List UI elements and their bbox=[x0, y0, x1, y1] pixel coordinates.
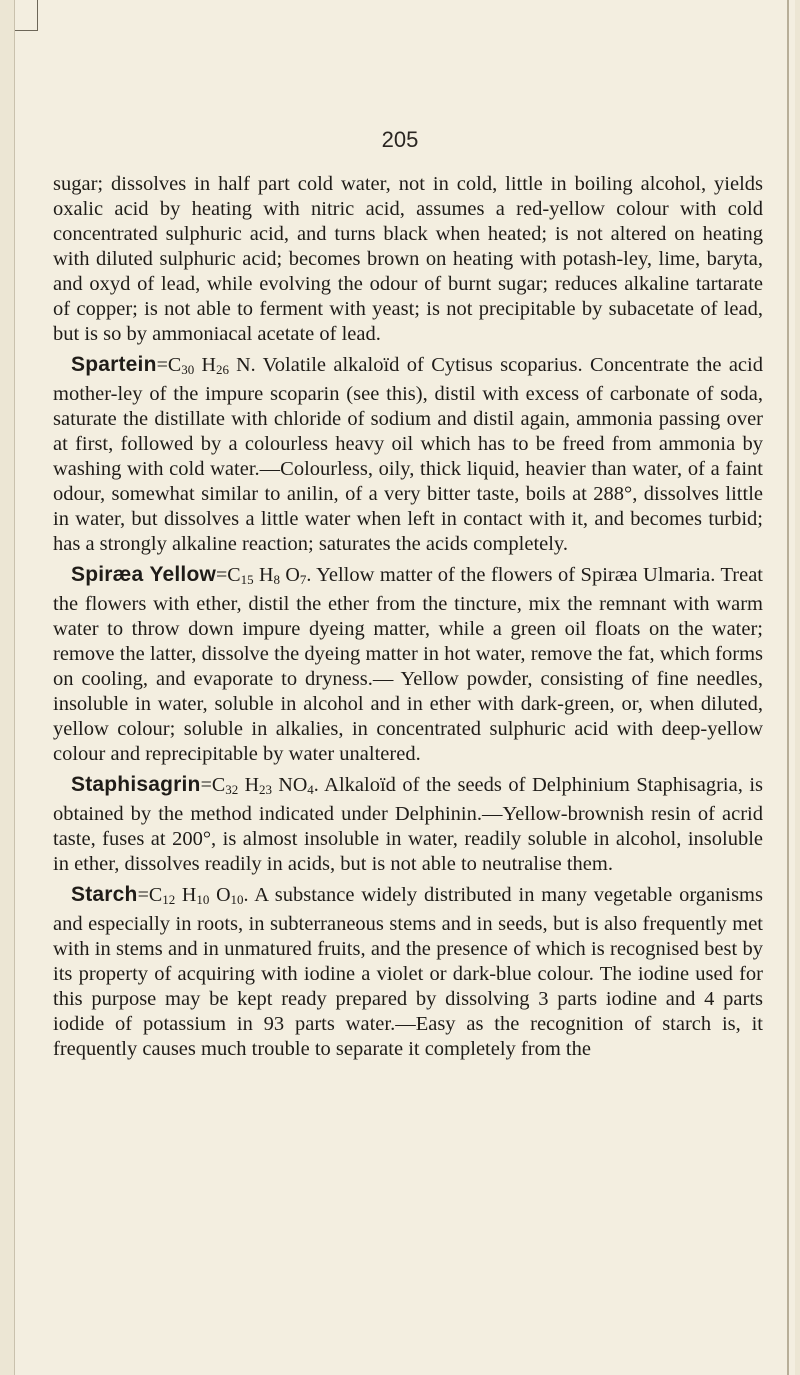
entry-spiraea-yellow bbox=[53, 562, 763, 767]
entry-staphisagrin bbox=[53, 772, 763, 877]
entry-starch bbox=[53, 882, 763, 1062]
entry-spartein bbox=[53, 352, 763, 557]
entry-heading: Spiræa Yellow bbox=[71, 563, 217, 586]
entry-text: Volatile alkaloïd of Cytisus scoparius. Concentrate the acid mother-ley of the impure scoparin (see this), distil with excess of carbonate of soda, saturate the distillate with chloride of sodium and distil again, ammonia passing over at first, followed by a colourless heavy oil which has to be freed from ammonia by washing with cold water.—Colourless, oily, thick liquid, heavier than water, of a faint odour, somewhat similar to anilin, of a very bitter taste, boils at 288°, dissolves little in water, but dissolves a little water when left in contact with it, and becomes turbid; has a strongly alkaline reaction; saturates the acids completely. bbox=[53, 354, 763, 555]
page-number: 205 bbox=[381, 127, 419, 152]
entry-heading: Staphisagrin bbox=[71, 773, 201, 796]
page-body bbox=[53, 172, 763, 1067]
entry-text: Alkaloïd of the seeds of Delphinium Staphisagria, is obtained by the method indicated under Delphinin.—Yellow-brownish resin of acrid taste, fuses at 200°, is almost insoluble in water, readily soluble in alcohol, insoluble in ether, dissolves readily in acids, but is not able to neutralise them. bbox=[53, 774, 763, 875]
entry-heading: Starch bbox=[71, 883, 138, 906]
chemical-formula: $=C_{12}$ $H_{10}$ $O_{10}$. bbox=[137, 884, 249, 907]
chemical-formula: $=C_{15}$ $H_8$ $O_7$. bbox=[216, 564, 312, 587]
page-edge bbox=[787, 0, 789, 1375]
chemical-formula: $=C_{30}$ $H_{26}$ N. bbox=[156, 354, 256, 377]
entry-heading: Spartein bbox=[71, 353, 157, 376]
chemical-formula: $=C_{32}$ $H_{23}$ $NO_4$. bbox=[200, 774, 319, 797]
scan-corner-mark bbox=[15, 0, 38, 31]
entry-text: Yellow matter of the flowers of Spiræa Ulmaria. Treat the flowers with ether, distil the ether from the tincture, mix the remnant with warm water to throw down impure dyeing matter, while a green oil floats on the water; remove the latter, dissolve the dyeing matter in hot water, remove the fat, which forms on cooling, and evaporate to dryness.— Yellow powder, consisting of fine needles, insoluble in water, soluble in alcohol and in ether with dark-green, or, when diluted, yellow colour; soluble in alkalies, in concentrated sulphuric acid with deep-yellow colour and reprecipitable by water unaltered. bbox=[53, 564, 763, 765]
entry-text: A substance widely distributed in many vegetable organisms and especially in roots, in subterraneous stems and in seeds, but is also frequently met with in stems and in unmatured fruits, and the presence of which is recognised best by its property of acquiring with iodine a violet or dark-blue colour. The iodine used for this purpose may be kept ready prepared by dissolving 3 parts iodine and 4 parts iodide of potassium in 93 parts water.—Easy as the recognition of starch is, it frequently causes much trouble to separate it completely from the bbox=[53, 884, 763, 1060]
continued-paragraph: sugar; dissolves in half part cold water, not in cold, little in boiling alcohol, yields oxalic acid by heating with nitric acid, assumes a red-yellow colour with cold concentrated sulphuric acid, and turns black when heated; is not altered on heating with diluted sulphuric acid; becomes brown on heating with potash-ley, lime, baryta, and oxyd of lead, while evolving the odour of burnt sugar; reduces alkaline tartarate of copper; is not able to ferment with yeast; is not precipitable by subacetate of lead, but is so by ammoniacal acetate of lead. bbox=[53, 173, 763, 345]
